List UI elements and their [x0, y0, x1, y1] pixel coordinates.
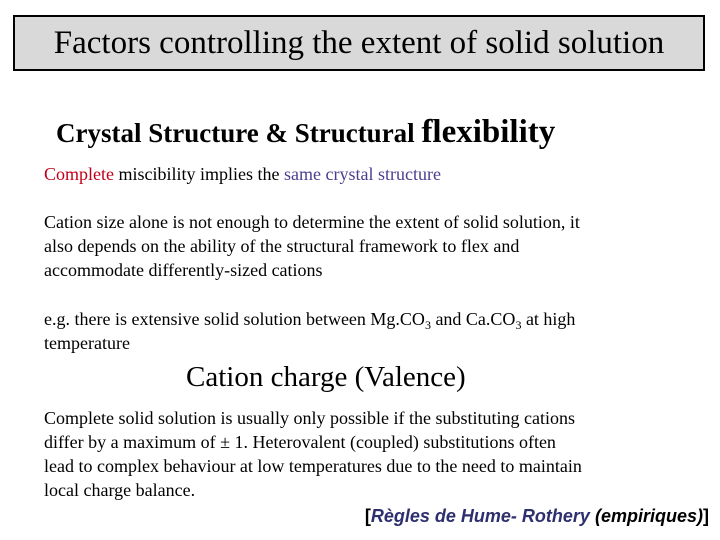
section-heading-cation-charge: Cation charge (Valence): [186, 361, 466, 393]
para2-line1: Complete solid solution is usually only possible if the substituting cations: [44, 408, 575, 428]
para1-line2: also depends on the ability of the structural framework to flex and: [44, 236, 520, 256]
para2-line2: differ by a maximum of ± 1. Heterovalent (coupled) substitutions often: [44, 432, 556, 452]
footnote-empiriques: (empiriques): [594, 506, 703, 526]
para2-line3: lead to complex behaviour at low temperatures due to the need to maintain: [44, 456, 582, 476]
example-line1: [44, 307, 575, 331]
title-box: [13, 15, 705, 71]
example-mid: and Ca.CO: [430, 309, 516, 329]
footnote-open-bracket: [: [364, 506, 371, 526]
para1-line1: Cation size alone is not enough to determine the extent of solid solution, it: [44, 212, 580, 232]
footnote-main: Règles de Hume- Rothery: [370, 506, 590, 526]
example-sub1: 3: [424, 318, 431, 332]
example-sub2: 3: [515, 318, 522, 332]
same-crystal-structure-text: same crystal structure: [284, 164, 441, 184]
example-post: at high: [521, 309, 576, 329]
section-heading-flexibility: flexibility: [421, 114, 556, 150]
para2-line4: local charge balance.: [44, 480, 196, 500]
example-line2: temperature: [44, 333, 130, 353]
footnote-close-bracket: ]: [703, 506, 709, 526]
section-heading-crystal-structure-main: Crystal Structure & Structural: [56, 118, 422, 148]
para1-line3: accommodate differently-sized cations: [44, 260, 323, 280]
page-title: Factors controlling the extent of solid solution: [53, 24, 665, 61]
section-heading-crystal-structure: [56, 114, 555, 151]
example-pre: e.g. there is extensive solid solution between Mg.CO: [44, 309, 425, 329]
miscibility-text: miscibility implies the: [114, 164, 284, 184]
footnote-hume-rothery: [365, 506, 709, 527]
miscibility-line: [44, 162, 441, 186]
complete-word: Complete: [44, 164, 114, 184]
